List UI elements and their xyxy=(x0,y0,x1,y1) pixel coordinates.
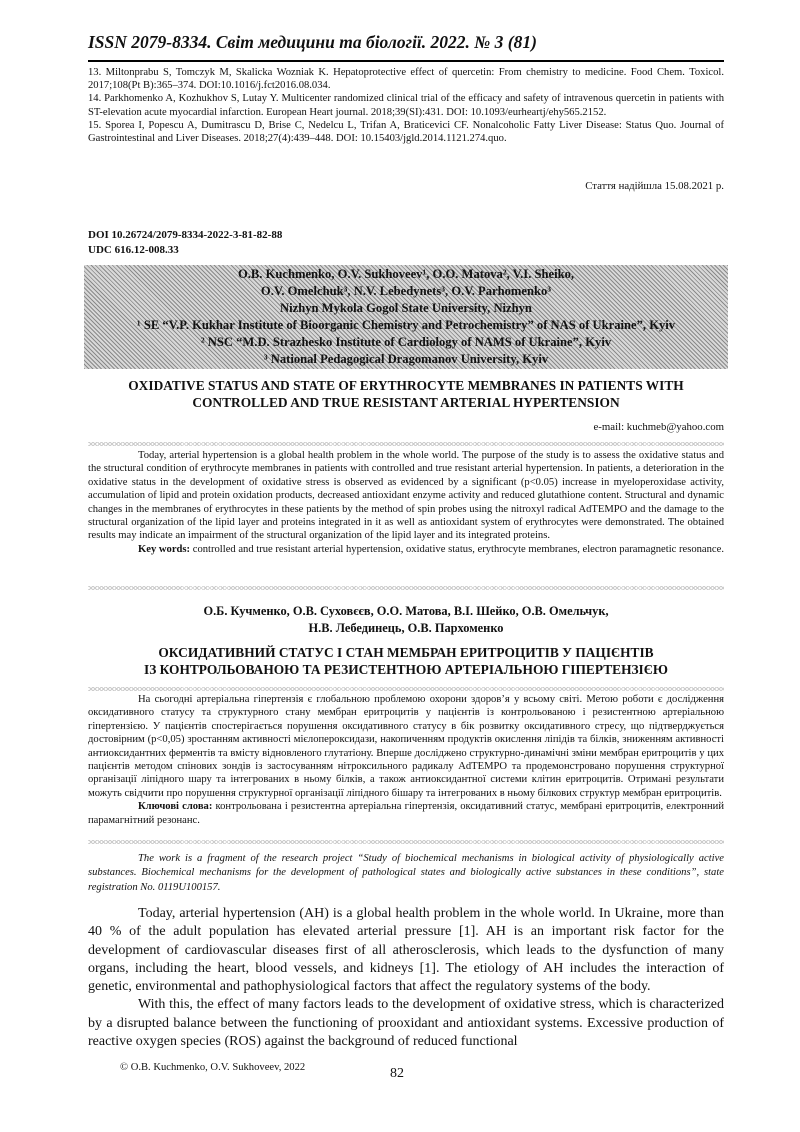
udc: UDC 616.12-008.33 xyxy=(88,244,179,256)
wavy-divider xyxy=(88,442,724,446)
reference-item: 13. Miltonprabu S, Tomczyk M, Skalicka Wozniak K. Hepatoprotective effect of quercetin: From chemistry to medicine. Food Chem. Toxicol. 2017;108(Pt B):365–374. DOI:10.1016/j.fct2016.08.034. xyxy=(88,67,724,92)
affiliation: ¹ SE “V.P. Kukhar Institute of Bioorganic Chemistry and Petrochemistry” of NAS of Ukraine”, Kyiv xyxy=(136,318,676,332)
body-text xyxy=(88,905,724,1051)
authors-line: O.B. Kuchmenko, O.V. Sukhoveev¹, O.O. Matova², V.I. Sheiko, xyxy=(237,267,575,281)
keywords: controlled and true resistant arterial hypertension, oxidative status, erythrocyte membranes, electron paramagnetic resonance. xyxy=(190,543,724,555)
article-title-ua xyxy=(88,644,724,678)
doi-block xyxy=(88,228,724,258)
abstract-ua xyxy=(88,693,724,827)
keywords: контрольована і резистентна артеріальна гіпертензія, оксидативний статус, мембрані еритроцитів, електронний парамагнітний резонанс. xyxy=(88,801,724,826)
contact-email: e-mail: kuchmeb@yahoo.com xyxy=(593,421,724,433)
title-line: ОКСИДАТИВНИЙ СТАТУС І СТАН МЕМБРАН ЕРИТРОЦИТІВ У ПАЦІЄНТІВ xyxy=(158,645,654,660)
copyright: © O.B. Kuchmenko, O.V. Sukhoveev, 2022 xyxy=(120,1062,306,1073)
funding-note-text: The work is a fragment of the research project “Study of biochemical mechanisms in biological activity of physiologically active substances. Biochemical mechanisms for the development of pathological states and biologically active substances in these conditions”, state registration No. 0119U100157. xyxy=(88,853,724,893)
header-rule xyxy=(88,60,724,62)
authors-line: Н.В. Лебединець, О.В. Пархоменко xyxy=(308,620,504,635)
affiliation: ² NSC “M.D. Strazhesko Institute of Cardiology of NAMS of Ukraine”, Kyiv xyxy=(200,335,612,349)
reference-item: 14. Parkhomenko A, Kozhukhov S, Lutay Y. Multicenter randomized clinical trial of the efficacy and safety of intravenous quercetin in patients with ST-elevation acute myocardial infarction. European Heart journal. 2018;39(SI):431. DOI: 10.1093/eurheartj/ehy565.2152. xyxy=(88,93,724,118)
reference-list xyxy=(88,66,724,145)
article-title-en xyxy=(88,377,724,411)
keywords-label: Key words: xyxy=(138,543,191,555)
body-paragraph: With this, the effect of many factors leads to the development of oxidative stress, which is characterized by a disrupted balance between the functioning of prooxidant and antioxidant systems. Excessive production of reactive oxygen species (ROS) against the background of reduced functional xyxy=(88,997,724,1050)
affiliation: ³ National Pedagogical Dragomanov University, Kyiv xyxy=(263,352,549,366)
title-line: ІЗ КОНТРОЛЬОВАНОЮ ТА РЕЗИСТЕНТНОЮ АРТЕРІАЛЬНОЮ ГІПЕРТЕНЗІЄЮ xyxy=(144,662,668,677)
doi: DOI 10.26724/2079-8334-2022-3-81-82-88 xyxy=(88,229,283,241)
title-line: CONTROLLED AND TRUE RESISTANT ARTERIAL HYPERTENSION xyxy=(192,395,620,410)
authors-affiliations-box xyxy=(84,265,728,369)
keywords-label: Ключові слова: xyxy=(138,801,213,813)
authors-line: O.V. Omelchuk³, N.V. Lebedynets³, O.V. Parhomenko³ xyxy=(260,284,552,298)
authors-line: О.Б. Кучменко, О.В. Суховєєв, О.О. Матова, В.І. Шейко, О.В. Омельчук, xyxy=(203,604,609,618)
journal-header: ISSN 2079-8334. Світ медицини та біології. 2022. № 3 (81) xyxy=(88,32,537,52)
authors-ua xyxy=(88,603,724,636)
title-line: OXIDATIVE STATUS AND STATE OF ERYTHROCYTE MEMBRANES IN PATIENTS WITH xyxy=(128,378,684,393)
wavy-divider xyxy=(88,840,724,844)
abstract-text: Today, arterial hypertension is a global health problem in the whole world. The purpose of the study is to assess the oxidative status and the structural condition of erythrocyte membranes in patients with controlled and true resistant arterial hypertension. In patients, a deterioration in the oxidative status in the development of oxidative stress is observed as evidenced by a significant (p<0.05) increase in myeloperoxidase activity, accumulation of lipid and protein oxidation products, decreased antioxidant enzyme activity and reduced glutathione content. Structural and dynamic changes in the membranes of erythrocytes in these patients by the method of spin probes using the nitroxyl radical AdTEMPO and the damage to the structural organization of the lipid layer and proteins integrated in it as well as antioxidant system of erythrocytes were demonstrated. The obtained results may indicate an impairment of the structural organization of the lipid layer and its integrated proteins. xyxy=(88,450,724,542)
wavy-divider xyxy=(88,687,724,691)
page-number: 82 xyxy=(390,1066,404,1081)
received-date: Стаття надійшла 15.08.2021 р. xyxy=(585,180,724,192)
body-paragraph: Today, arterial hypertension (AH) is a global health problem in the whole world. In Ukraine, more than 40 % of the adult population has elevated arterial pressure [1]. AH is an important risk factor for the development of cardiovascular diseases first of all atherosclerosis, which leads to the dysfunction of many organs, including the heart, blood vessels, and kidneys [1]. The etiology of AH includes the interaction of genetic, environmental and pathophysiological factors that affect the regulatory systems of the body. xyxy=(88,906,724,995)
wavy-divider xyxy=(88,586,724,590)
affiliation: Nizhyn Mykola Gogol State University, Nizhyn xyxy=(280,301,532,315)
reference-item: 15. Sporea I, Popescu A, Dumitrascu D, Brise C, Nedelcu L, Trifan A, Braticevici CF. Nonalcoholic Fatty Liver Disease: Status Quo. Journal of Gastrointestinal and Liver Diseases. 2018;27(4):439–448. DOI: 10.15403/jgld.2014.1121.274.quo. xyxy=(88,119,724,145)
funding-note xyxy=(88,852,724,895)
abstract-text: На сьогодні артеріальна гіпертензія є глобальною проблемою охорони здоров’я у всьому світі. Метою роботи є дослідження оксидативного статусу та структурного стану мембран еритроцитів у пацієнтів із контрольованою і резистентною артеріальною гіпертензією. У пацієнтів спостерігається порушення оксидативного статусу в бік розвитку оксидативного стресу, що підтверджується достовірним (p<0,05) зростанням активності мієлопероксидази, накопиченням продуктів окислення ліпідів та білків, зниженням активності антиоксидантних ферментів та вмісту відновленого глутатіону. Вперше досліджено структурно-динамічні зміни мембран еритроцитів у цих пацієнтів методом спінових зондів із застосуванням нітроксильного радикалу AdTEMPO та продемонстровано порушення структурної організації ліпідного шару та інтегрованих в ньому білків, а також антиоксидантної системи клітин еритроцитів. Отримані результати можуть свідчити про порушення структурної організації ліпідного бішару та інтегрованих в ньому білкових структур мембран еритроцитів. xyxy=(88,694,724,799)
abstract-en xyxy=(88,449,724,556)
